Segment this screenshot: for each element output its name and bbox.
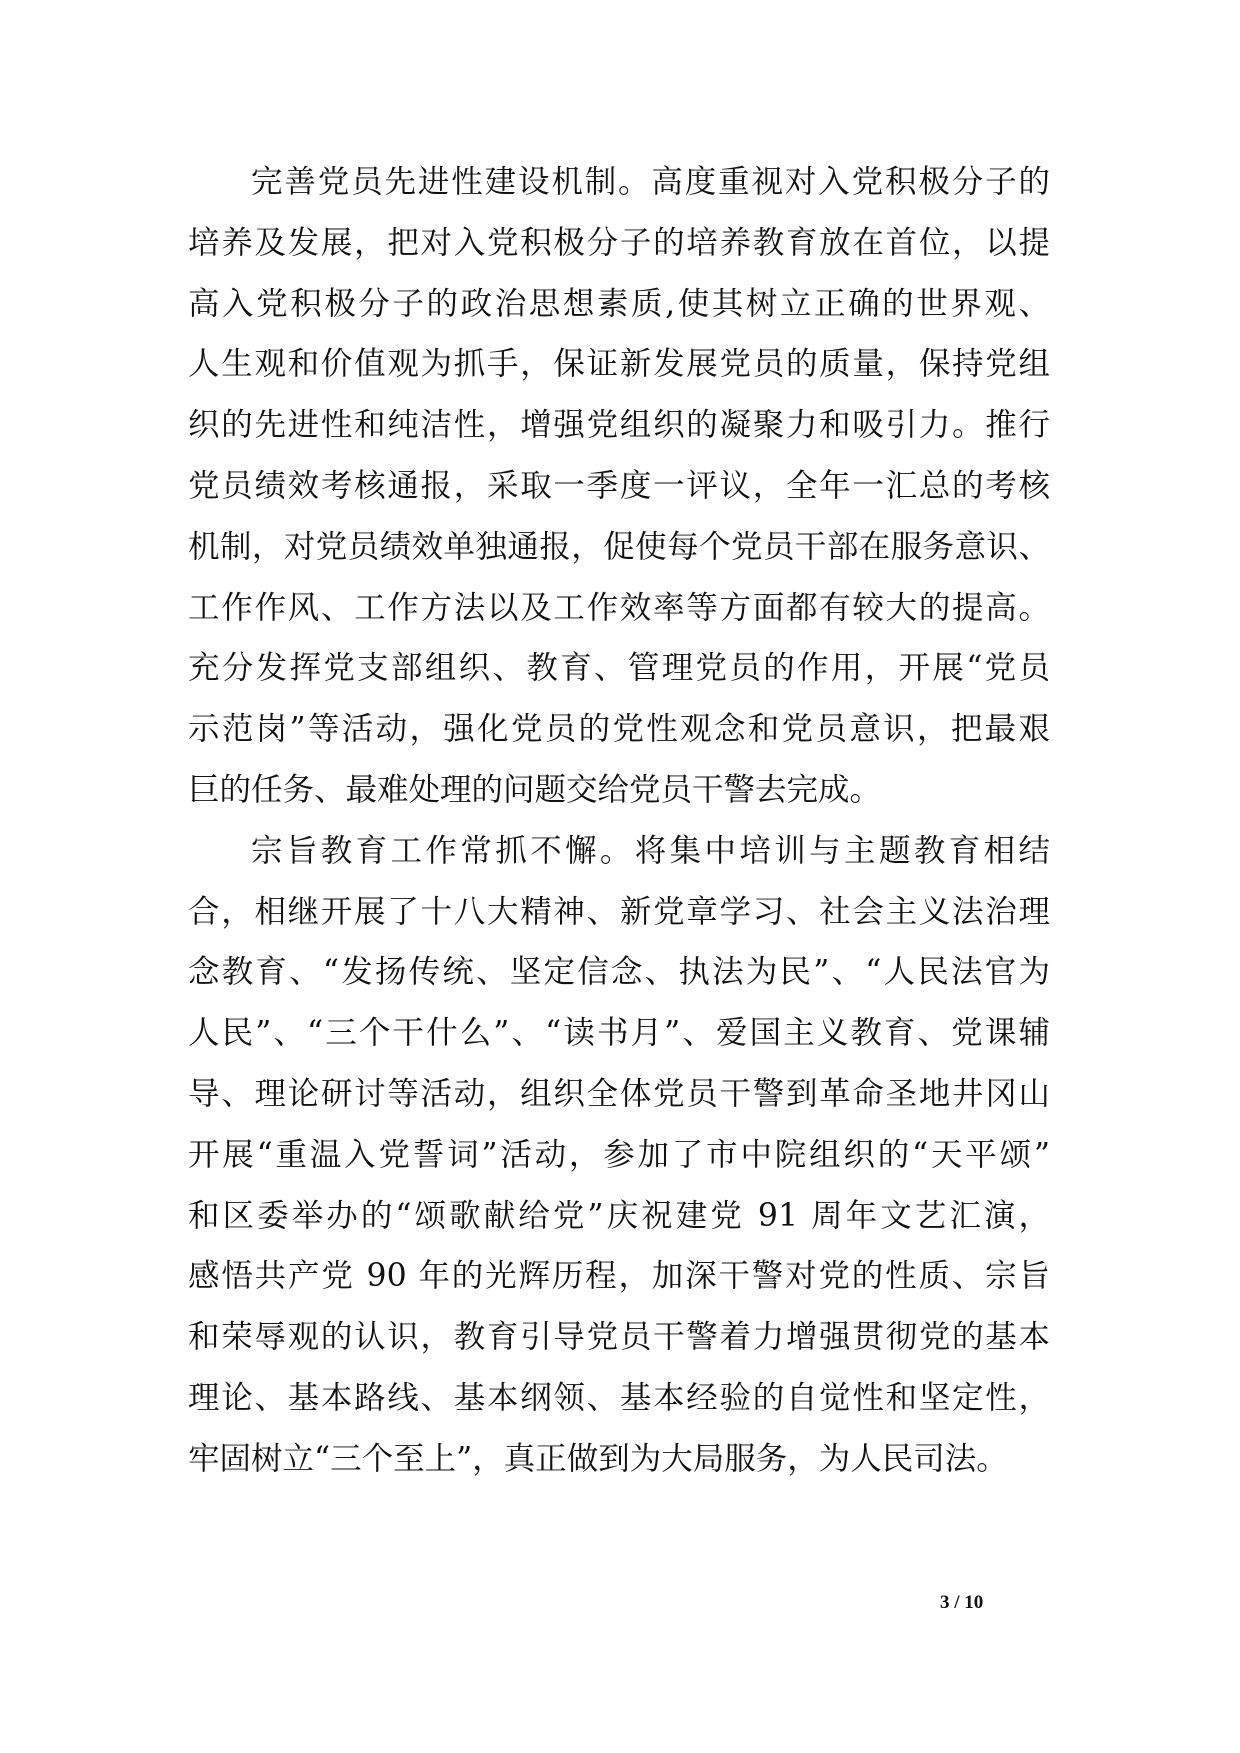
paragraph-party-member-mechanism: [188, 152, 1050, 821]
paragraph-purpose-education: [188, 821, 1050, 1490]
text-line: 牢固树立“三个至上”，真正做到为大局服务，为人民司法。: [188, 1440, 1008, 1477]
text-line: 和荣辱观的认识，教育引导党员干警着力增强贯彻党的基本: [188, 1319, 1050, 1356]
text-line: 合，相继开展了十八大精神、新党章学习、社会主义法治理: [188, 893, 1050, 930]
text-line: 工作作风、工作方法以及工作效率等方面都有较大的提高。: [188, 589, 1050, 626]
text-line: 充分发挥党支部组织、教育、管理党员的作用，开展“党员: [188, 650, 1050, 687]
text-line: 人生观和价值观为抓手，保证新发展党员的质量，保持党组: [188, 346, 1050, 383]
text-line: 示范岗”等活动，强化党员的党性观念和党员意识，把最艰: [188, 711, 1050, 748]
text-line: 党员绩效考核通报，采取一季度一评议，全年一汇总的考核: [188, 467, 1050, 504]
text-line: 机制，对党员绩效单独通报，促使每个党员干部在服务意识、: [188, 528, 1050, 565]
text-line: 念教育、“发扬传统、坚定信念、执法为民”、“人民法官为: [188, 954, 1050, 991]
text-line: 织的先进性和纯洁性，增强党组织的凝聚力和吸引力。推行: [188, 407, 1050, 444]
text-line: 完善党员先进性建设机制。高度重视对入党积极分子的: [251, 164, 1050, 200]
text-line: 感悟共产党 90 年的光辉历程，加深干警对党的性质、宗旨: [188, 1258, 1050, 1295]
text-line: 理论、基本路线、基本纲领、基本经验的自觉性和坚定性，: [188, 1379, 1050, 1416]
page-number: 3 / 10: [940, 1592, 984, 1613]
text-line: 导、理论研讨等活动，组织全体党员干警到革命圣地井冈山: [188, 1075, 1050, 1112]
text-line: 人民”、“三个干什么”、“读书月”、爱国主义教育、党课辅: [188, 1015, 1050, 1052]
text-line: 和区委举办的“颂歌献给党”庆祝建党 91 周年文艺汇演，: [188, 1197, 1050, 1234]
text-line: 高入党积极分子的政治思想素质,使其树立正确的世界观、: [188, 285, 1050, 322]
text-line: 培养及发展，把对入党积极分子的培养教育放在首位，以提: [188, 224, 1050, 261]
body-text: [188, 152, 1050, 1490]
text-line: 巨的任务、最难处理的问题交给党员干警去完成。: [188, 771, 882, 808]
text-line: 开展“重温入党誓词”活动，参加了市中院组织的“天平颂”: [188, 1136, 1050, 1173]
text-line: 宗旨教育工作常抓不懈。将集中培训与主题教育相结: [251, 832, 1050, 869]
